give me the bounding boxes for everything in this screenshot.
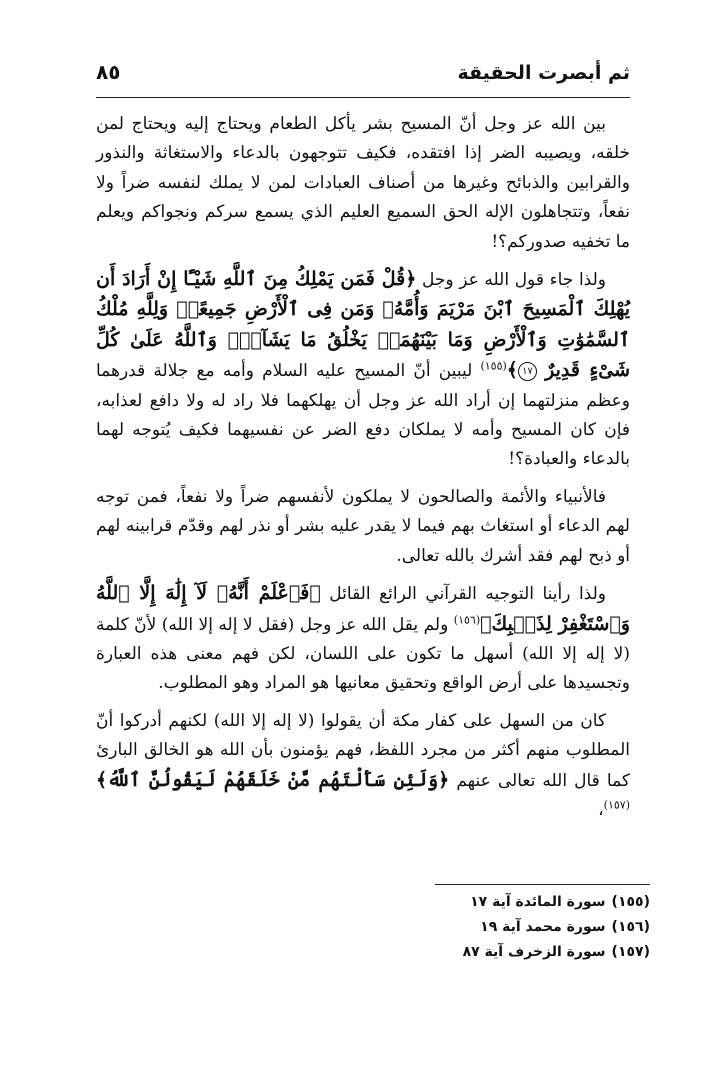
paragraph-5-text: كان من السهل على كفار مكة أن يقولوا (لا إله إلا الله) لكنهم أدركوا أنّ المطلوب منهم أكثر من مجرد اللفظ، فهم يؤمنون بأن الله هو الخالق البارئ كما قال الله تعالى عنهم [96, 710, 631, 791]
verse-number-marker: ١٧ [518, 362, 537, 381]
paragraph-2-intro: ولذا جاء قول الله عز وجل [421, 270, 606, 291]
paragraph-3: فالأنبياء والأئمة والصالحون لا يملكون لأنفسهم ضراً ولا نفعاً، فمن توجه لهم الدعاء أو استغاث بهم فيما لا يقدر عليه بشر أو نذر لهم وقدّم قرابينه لهم أو ذبح لهم فقد أشرك بالله تعالى. [96, 486, 630, 566]
footnote-number: (١٥٥) [611, 894, 650, 910]
footnote-ref-157: (١٥٧) [603, 798, 630, 812]
running-title: ثم أبصرت الحقيقة [457, 62, 630, 84]
paragraph-4-intro: ولذا رأينا التوجيه القرآني الرائع القائل [329, 584, 606, 605]
page-header [96, 62, 630, 92]
verse-close-bracket: ﴾ [506, 359, 518, 382]
quran-verse-muhammad-19: ﴿فَٱعْلَمْ أَنَّهُۥ لَآ إِلَٰهَ إِلَّا ٱللَّهُ وَٱسْتَغْفِرْ لِذَنۢبِكَ﴾ [96, 582, 630, 635]
footnote-rule [435, 884, 650, 885]
footnote-text: سورة الزخرف آية ٨٧ [462, 944, 606, 960]
quran-verse-maidah-17: ﴿قُلْ فَمَن يَمْلِكُ مِنَ ٱللَّهِ شَيْـًٔا إِنْ أَرَادَ أَن يُهْلِكَ ٱلْمَسِيحَ ٱبْنَ مَرْيَمَ وَأُمَّهُۥ وَمَن فِى ٱلْأَرْضِ جَمِيعًاۗ وَلِلَّهِ مُلْكُ ٱلسَّمَٰوَٰتِ وَٱلْأَرْضِ وَمَا بَيْنَهُمَاۚ يَخْلُقُ مَا يَشَآءُۚ وَٱللَّهُ عَلَىٰ كُلِّ شَىْءٍ قَدِيرٌ [96, 268, 631, 382]
paragraph-4 [96, 579, 630, 699]
page-number: ٨٥ [96, 60, 121, 84]
paragraph-5 [96, 707, 630, 826]
quran-verse-zukhruf-87: ﴿وَلَئِن سَأَلْتَهُم مَّنْ خَلَقَهُمْ لَيَقُولُنَّ ٱللَّهُ﴾ [96, 768, 450, 791]
footnote-155 [250, 890, 650, 915]
footnote-ref-155: (١٥٥) [480, 359, 507, 373]
main-text [96, 110, 630, 833]
paragraph-5-tail: ، [598, 799, 604, 820]
paragraph-2 [96, 265, 630, 475]
footnote-text: سورة محمد آية ١٩ [480, 919, 606, 935]
paragraph-4-rest: ولم يقل الله عز وجل (فقل لا إله إلا الله) لأنّ كلمة (لا إله إلا الله) أسهل ما تكون على اللسان، لكن فهم معنى هذه العبارة وتجسيدها على أرض الواقع وتحقيق معانيها هو المراد وهو المطلوب. [96, 614, 630, 694]
footnotes [250, 890, 650, 965]
footnote-text: سورة المائدة آية ١٧ [470, 894, 606, 910]
footnote-number: (١٥٦) [611, 919, 650, 935]
footnote-157 [250, 940, 650, 965]
footnote-156 [250, 915, 650, 940]
header-rule [96, 97, 630, 98]
footnote-number: (١٥٧) [611, 944, 650, 960]
paragraph-2-rest: ليبين أنّ المسيح عليه السلام وأمه مع جلالة قدرهما وعظم منزلتهما إن أراد الله عز وجل أن يهلكهما فلا راد له ولا دافع لعذابه، فإن كان المسيح وأمه لا يملكان دفع الضر عن نفسيهما فكيف يُتوجه لهما بالدعاء والعبادة؟! [96, 361, 630, 470]
footnote-ref-156: (١٥٦) [453, 612, 481, 626]
paragraph-1: بين الله عز وجل أنّ المسيح بشر يأكل الطعام ويحتاج إليه ويحتاج لمن خلقه، ويصيبه الضر إذا افتقده، فكيف تتوجهون بالدعاء والاستغاثة والنذور والقرابين والذبائح وغيرها من أصناف العبادات لمن لا يملك لنفسه ضراً ولا نفعاً، وتتجاهلون الإله الحق السميع العليم الذي يسمع سركم ونجواكم ويعلم ما تخفيه صدوركم؟! [96, 114, 630, 252]
